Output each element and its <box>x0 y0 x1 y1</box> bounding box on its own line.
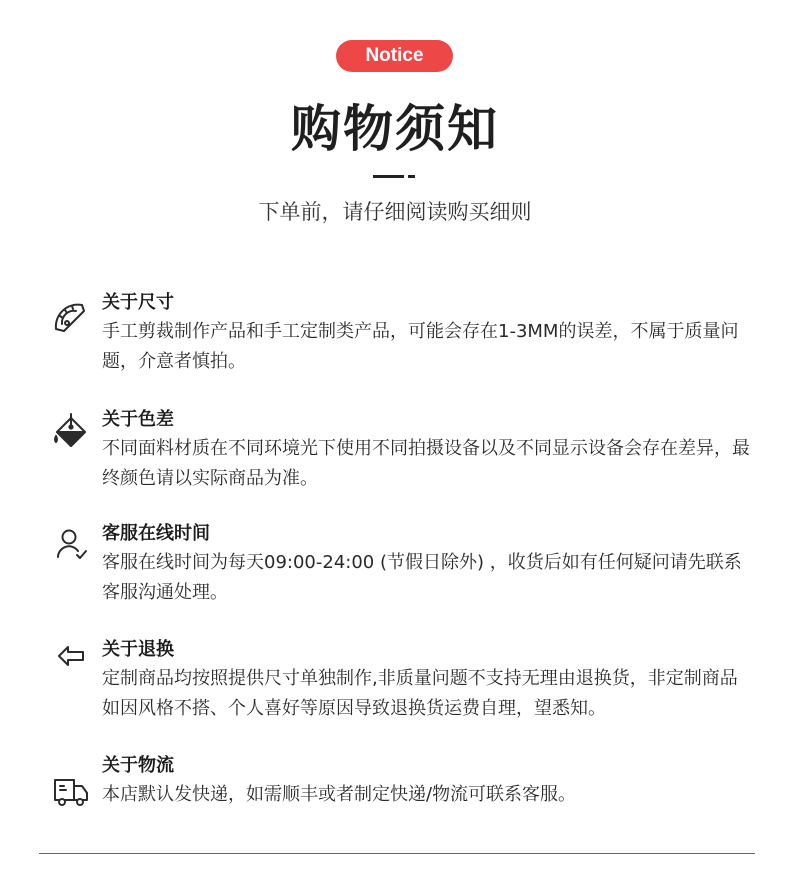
return-arrow-icon <box>52 637 90 675</box>
section-heading: 关于色差 <box>102 409 174 430</box>
page-subtitle: 下单前，请仔细阅读购买细则 <box>258 200 532 224</box>
section-heading: 关于物流 <box>102 755 174 776</box>
notice-badge: Notice <box>336 40 453 72</box>
section-heading: 客服在线时间 <box>102 523 210 544</box>
section-body: 定制商品均按照提供尺寸单独制作,非质量问题不支持无理由退换货，非定制商品如因风格不搭、个人喜好等原因导致退换货运费自理，望悉知。 <box>102 668 738 719</box>
bottom-divider <box>39 853 755 854</box>
customer-service-user-icon <box>52 525 90 563</box>
section-heading: 关于尺寸 <box>102 292 174 313</box>
section-body: 不同面料材质在不同环境光下使用不同拍摄设备以及不同显示设备会存在差异，最终颜色请以实际商品为准。 <box>102 438 750 489</box>
section-body: 本店默认发快递，如需顺丰或者制定快递/物流可联系客服。 <box>102 784 577 805</box>
section-heading: 关于退换 <box>102 639 174 660</box>
delivery-truck-icon <box>52 773 90 811</box>
paint-bucket-icon <box>52 412 90 450</box>
title-divider <box>373 175 404 178</box>
page-title: 购物须知 <box>291 100 499 158</box>
ruler-protractor-icon <box>52 299 90 337</box>
title-divider-dot <box>408 175 415 178</box>
section-body: 手工剪裁制作产品和手工定制类产品，可能会存在1-3MM的误差，不属于质量问题，介意者慎拍。 <box>102 321 739 372</box>
section-body: 客服在线时间为每天09:00-24:00 (节假日除外) ，收货后如有任何疑问请先联系客服沟通处理。 <box>102 552 742 603</box>
